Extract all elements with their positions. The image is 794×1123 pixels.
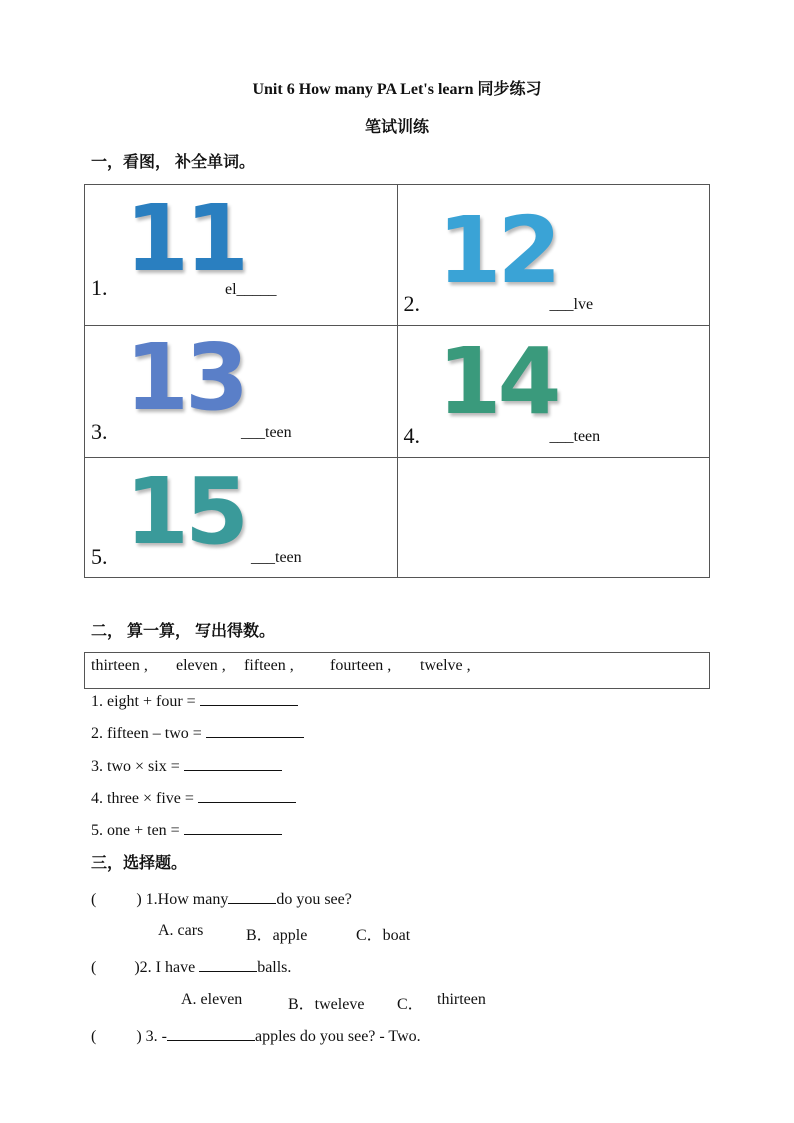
- calc-question-1: [91, 691, 298, 711]
- answer-blank[interactable]: [184, 756, 282, 771]
- answer-blank[interactable]: [228, 889, 276, 904]
- fill-word[interactable]: ___teen: [549, 428, 601, 445]
- calc-question-text: 4. three × five =: [91, 790, 198, 807]
- question-text: do you see?: [276, 891, 352, 908]
- calc-question-3: [91, 756, 282, 776]
- word-bank-item: thirteen ,: [91, 657, 148, 674]
- question-text: balls.: [257, 959, 292, 976]
- page-subtitle: 笔试训练: [364, 119, 429, 136]
- option-a[interactable]: A. cars: [158, 922, 204, 939]
- number-12-image: 12: [437, 197, 558, 304]
- word-bank: [84, 652, 710, 689]
- grid-cell-2: [397, 185, 710, 326]
- answer-paren-open[interactable]: (: [91, 1028, 97, 1045]
- answer-blank[interactable]: [206, 723, 304, 738]
- number-13-image: 13: [125, 324, 246, 431]
- question-text: apples do you see? - Two.: [254, 1028, 421, 1045]
- word-bank-item: fifteen ,: [244, 657, 294, 674]
- answer-blank[interactable]: [198, 788, 296, 803]
- fill-word[interactable]: el_____: [225, 281, 277, 298]
- answer-blank[interactable]: [199, 957, 257, 972]
- choice-question-1: [91, 889, 352, 909]
- fill-word[interactable]: ___teen: [241, 424, 292, 441]
- fill-word[interactable]: ___lve: [549, 296, 594, 313]
- calc-question-2: [91, 723, 304, 743]
- item-number: 5.: [91, 544, 108, 569]
- question-text: 2. I have: [139, 959, 200, 976]
- fill-word[interactable]: ___teen: [251, 549, 302, 566]
- choice-question-3: [91, 1026, 421, 1046]
- word-bank-item: fourteen ,: [330, 657, 392, 674]
- grid-cell-5: [85, 458, 398, 578]
- item-number: 2.: [403, 291, 420, 316]
- answer-paren-close: ): [134, 959, 140, 976]
- calc-question-5: [91, 820, 282, 840]
- choice-question-2: [91, 957, 291, 977]
- item-number: 4.: [403, 423, 420, 448]
- answer-paren-close: ): [136, 891, 142, 908]
- answer-blank[interactable]: [167, 1026, 255, 1041]
- section2-heading: 二， 算一算， 写出得数。: [91, 623, 276, 640]
- number-14-image: 14: [437, 328, 558, 435]
- answer-blank[interactable]: [184, 820, 282, 835]
- word-bank-item: eleven ,: [176, 657, 226, 674]
- calc-question-text: 2. fifteen – two =: [91, 725, 206, 742]
- item-number: 1.: [91, 275, 108, 300]
- answer-blank[interactable]: [200, 691, 298, 706]
- option-c-text[interactable]: thirteen: [437, 991, 486, 1008]
- option-c[interactable]: C．: [397, 996, 424, 1013]
- grid-cell-3: [85, 326, 398, 458]
- picture-word-table: [84, 184, 710, 578]
- calc-question-text: 1. eight + four =: [91, 693, 200, 710]
- item-number: 3.: [91, 419, 108, 444]
- answer-paren-open[interactable]: (: [91, 959, 97, 976]
- calc-question-text: 3. two × six =: [91, 758, 184, 775]
- option-b[interactable]: B．tweleve: [288, 996, 365, 1013]
- option-a[interactable]: A. eleven: [181, 991, 243, 1008]
- question-text: 1.How many: [145, 891, 229, 908]
- option-c[interactable]: C．boat: [356, 927, 411, 944]
- option-b[interactable]: B．apple: [246, 927, 308, 944]
- calc-question-text: 5. one + ten =: [91, 822, 184, 839]
- answer-paren-close: ): [136, 1028, 142, 1045]
- answer-paren-open[interactable]: (: [91, 891, 97, 908]
- page-title: Unit 6 How many PA Let's learn 同步练习: [252, 81, 542, 98]
- question-text: 3. -: [145, 1028, 167, 1045]
- grid-cell-1: [85, 185, 398, 326]
- number-11-image: 11: [125, 185, 246, 292]
- grid-cell-4: [397, 326, 710, 458]
- grid-cell-empty: [397, 458, 710, 578]
- word-bank-item: twelve ,: [420, 657, 471, 674]
- calc-question-4: [91, 788, 296, 808]
- section1-heading: 一，看图， 补全单词。: [91, 154, 256, 171]
- number-15-image: 15: [125, 458, 246, 565]
- section3-heading: 三，选择题。: [91, 855, 188, 872]
